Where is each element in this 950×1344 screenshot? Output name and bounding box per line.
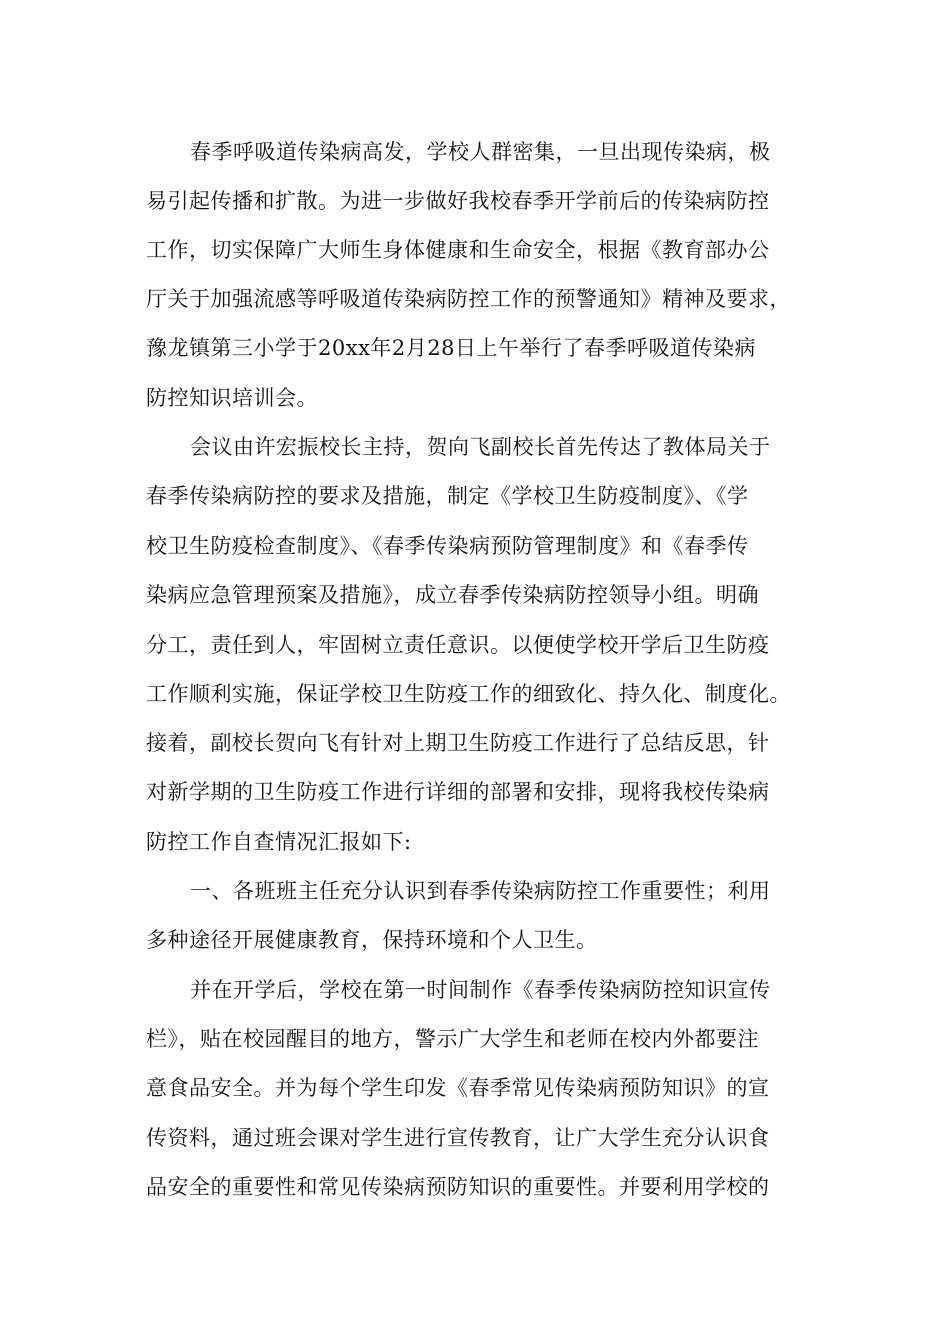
paragraph-line: 染病应急管理预案及措施》，成立春季传染病防控领导小组。明确 (146, 583, 759, 607)
paragraph-line: 防控知识培训会。 (146, 386, 318, 410)
paragraph-line: 工作顺利实施，保证学校卫生防疫工作的细致化、持久化、制度化。 (146, 682, 791, 706)
paragraph-line: 防控工作自查情况汇报如下: (146, 830, 412, 854)
paragraph-line: 多种途径开展健康教育，保持环境和个人卫生。 (146, 928, 598, 952)
paragraph-line: 一、各班班主任充分认识到春季传染病防控工作重要性；利用 (190, 879, 771, 903)
paragraph-line: 栏》，贴在校园醒目的地方，警示广大学生和老师在校内外都要注 (146, 1027, 759, 1051)
paragraph-line: 校卫生防疫检查制度》、《春季传染病预防管理制度》和《春季传 (146, 534, 749, 558)
paragraph-line: 工作，切实保障广大师生身体健康和生命安全，根据《教育部办公 (146, 238, 770, 262)
paragraph-line: 对新学期的卫生防疫工作进行详细的部署和安排，现将我校传染病 (146, 780, 770, 804)
paragraph-line: 传资料，通过班会课对学生进行宣传教育，让广大学生充分认识食 (146, 1126, 770, 1150)
paragraph-line: 并在开学后，学校在第一时间制作《春季传染病防控知识宣传 (190, 978, 771, 1002)
paragraph-line: 豫龙镇第三小学于20xx年2月28日上午举行了春季呼吸道传染病 (146, 336, 756, 360)
paragraph-line: 会议由许宏振校长主持，贺向飞副校长首先传达了教体局关于 (190, 435, 771, 459)
paragraph-line: 春季传染病防控的要求及措施，制定《学校卫生防疫制度》、《学 (146, 484, 749, 508)
paragraph-line: 接着，副校长贺向飞有针对上期卫生防疫工作进行了总结反思，针 (146, 731, 770, 755)
paragraph-line: 易引起传播和扩散。为进一步做好我校春季开学前后的传染病防控 (146, 189, 770, 213)
paragraph-line: 春季呼吸道传染病高发，学校人群密集，一旦出现传染病，极 (190, 140, 771, 164)
paragraph-line: 厅关于加强流感等呼吸道传染病防控工作的预警通知》精神及要求， (146, 287, 791, 311)
paragraph-line: 品安全的重要性和常见传染病预防知识的重要性。并要利用学校的 (146, 1175, 770, 1199)
paragraph-line: 意食品安全。并为每个学生印发《春季常见传染病预防知识》的宣 (146, 1076, 770, 1100)
paragraph-line: 分工，责任到人，牢固树立责任意识。以便使学校开学后卫生防疫 (146, 633, 770, 657)
